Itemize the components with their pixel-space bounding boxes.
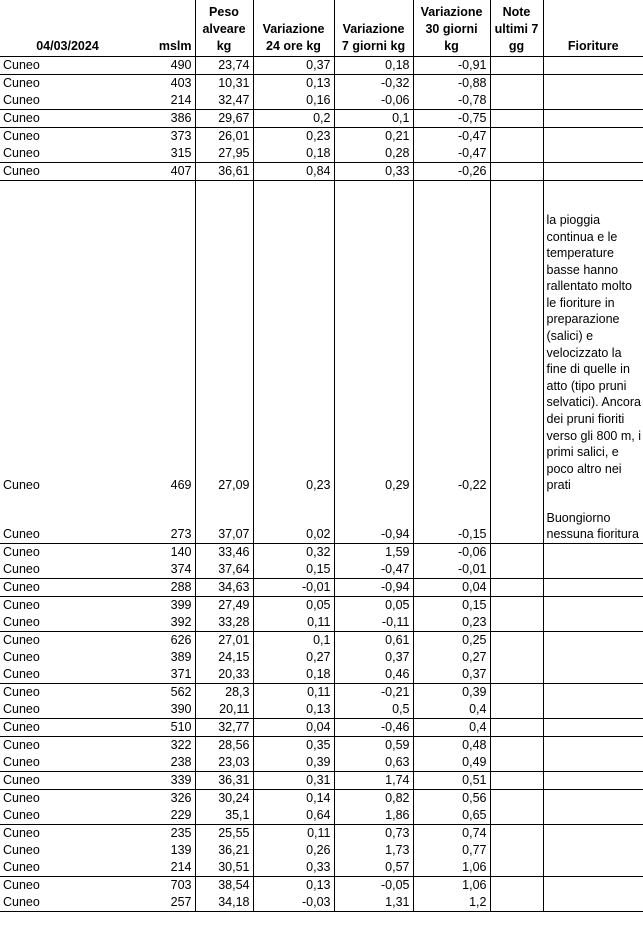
cell-v7: 0,28 bbox=[334, 145, 413, 163]
cell-mslm: 403 bbox=[170, 76, 192, 90]
cell-mslm: 315 bbox=[135, 145, 195, 163]
cell-v30: 0,65 bbox=[413, 807, 490, 825]
cell-loc: Cuneo bbox=[3, 738, 40, 752]
cell-fior bbox=[543, 597, 643, 615]
cell-mslm: 407 bbox=[135, 163, 195, 181]
cell-note bbox=[490, 649, 543, 666]
cell-v30: 0,15 bbox=[413, 597, 490, 615]
cell-v24: 0,2 bbox=[253, 110, 334, 128]
header-row bbox=[0, 0, 643, 57]
cell-mslm: 139 bbox=[170, 843, 192, 857]
cell-v24: 0,04 bbox=[253, 719, 334, 737]
cell-v30: -0,75 bbox=[413, 110, 490, 128]
cell-peso: 29,67 bbox=[195, 110, 253, 128]
cell-mslm: 510 bbox=[135, 719, 195, 737]
cell-mslm: 238 bbox=[135, 754, 195, 772]
table-row bbox=[0, 772, 643, 790]
cell-v24: 0,18 bbox=[253, 666, 334, 684]
cell-v7: -0,06 bbox=[334, 92, 413, 110]
cell-fior bbox=[543, 825, 643, 843]
cell-peso: 30,51 bbox=[195, 859, 253, 877]
cell-loc: Cuneo bbox=[0, 561, 135, 579]
cell-loc: Cuneo bbox=[0, 579, 135, 597]
cell-v24: 0,31 bbox=[253, 772, 334, 790]
cell-note bbox=[490, 859, 543, 877]
cell-mslm: 469 bbox=[170, 478, 192, 492]
cell-note bbox=[490, 754, 543, 772]
cell-note bbox=[490, 145, 543, 163]
cell-peso: 33,28 bbox=[195, 614, 253, 632]
cell-loc: Cuneo bbox=[3, 478, 40, 492]
cell-v24: 0,11 bbox=[253, 684, 334, 702]
cell-v30: 1,2 bbox=[413, 894, 490, 912]
table-row bbox=[0, 92, 643, 110]
cell-v7: 1,86 bbox=[334, 807, 413, 825]
cell-mslm: 257 bbox=[135, 894, 195, 912]
cell-loc: Cuneo bbox=[0, 57, 135, 75]
table-row bbox=[0, 737, 643, 755]
cell-mslm: 392 bbox=[135, 614, 195, 632]
table-row bbox=[0, 754, 643, 772]
cell-v7: -0,32 bbox=[334, 75, 413, 93]
cell-v24: 0,13 bbox=[253, 877, 334, 895]
cell-v7: 1,31 bbox=[334, 894, 413, 912]
cell-note bbox=[490, 579, 543, 597]
cell-loc: Cuneo bbox=[3, 685, 40, 699]
cell-fior bbox=[543, 701, 643, 719]
cell-fior bbox=[543, 684, 643, 702]
cell-note bbox=[490, 684, 543, 702]
cell-peso: 23,74 bbox=[195, 57, 253, 75]
cell-peso: 20,33 bbox=[195, 666, 253, 684]
cell-v7: 0,5 bbox=[334, 701, 413, 719]
cell-fior bbox=[543, 737, 643, 755]
table-row bbox=[0, 110, 643, 128]
cell-v7: 0,37 bbox=[334, 649, 413, 666]
cell-v7: 0,1 bbox=[334, 110, 413, 128]
cell-v7: 0,61 bbox=[334, 632, 413, 650]
cell-v24: 0,11 bbox=[253, 825, 334, 843]
header-var7: Variazione 7 giorni kg bbox=[334, 0, 413, 57]
cell-mslm: 326 bbox=[170, 791, 192, 805]
cell-v30: 0,77 bbox=[413, 842, 490, 859]
cell-loc: Cuneo bbox=[3, 633, 40, 647]
cell-peso: 24,15 bbox=[195, 649, 253, 666]
cell-fior bbox=[543, 57, 643, 75]
cell-mslm: 373 bbox=[170, 129, 192, 143]
cell-peso: 10,31 bbox=[195, 75, 253, 93]
table-row bbox=[0, 128, 643, 146]
table-row bbox=[0, 842, 643, 859]
cell-v7: 0,82 bbox=[334, 790, 413, 808]
cell-v30: 0,39 bbox=[413, 684, 490, 702]
cell-v24: 0,1 bbox=[253, 632, 334, 650]
cell-v7: -0,46 bbox=[334, 719, 413, 737]
cell-v30: 0,74 bbox=[413, 825, 490, 843]
cell-fior bbox=[543, 894, 643, 912]
cell-fior bbox=[543, 772, 643, 790]
table-row bbox=[0, 75, 643, 93]
cell-v7: -0,94 bbox=[334, 494, 413, 544]
cell-peso: 34,63 bbox=[195, 579, 253, 597]
cell-loc: Cuneo bbox=[0, 494, 135, 544]
cell-note bbox=[490, 163, 543, 181]
cell-v7: 1,73 bbox=[334, 842, 413, 859]
cell-v24: 0,15 bbox=[253, 561, 334, 579]
cell-mslm: 214 bbox=[135, 859, 195, 877]
cell-mslm: 374 bbox=[135, 561, 195, 579]
cell-fior bbox=[543, 145, 643, 163]
cell-mslm: 371 bbox=[135, 666, 195, 684]
cell-fior: la pioggia continua e le temperature basse hanno rallentato molto le fioriture in preparazione (salici) e velocizzato la fine di quelle in atto (tipo pruni selvatici). Ancora dei pruni fioriti verso gli 800 m, i primi salici, e poco altro nei prati bbox=[543, 181, 643, 495]
cell-peso: 34,18 bbox=[195, 894, 253, 912]
cell-v7: -0,11 bbox=[334, 614, 413, 632]
cell-note bbox=[490, 719, 543, 737]
cell-v30: 0,48 bbox=[413, 737, 490, 755]
cell-v7: 0,59 bbox=[334, 737, 413, 755]
cell-peso: 20,11 bbox=[195, 701, 253, 719]
cell-v30: 0,49 bbox=[413, 754, 490, 772]
cell-peso: 33,46 bbox=[195, 544, 253, 562]
table-row bbox=[0, 561, 643, 579]
cell-note bbox=[490, 494, 543, 544]
cell-v24: 0,14 bbox=[253, 790, 334, 808]
cell-v7: 0,63 bbox=[334, 754, 413, 772]
table-row bbox=[0, 877, 643, 895]
cell-note bbox=[490, 75, 543, 93]
cell-fior bbox=[543, 649, 643, 666]
header-var24: Variazione 24 ore kg bbox=[253, 0, 334, 57]
header-var30: Variazione 30 giorni kg bbox=[413, 0, 490, 57]
cell-note bbox=[490, 92, 543, 110]
cell-note bbox=[490, 842, 543, 859]
cell-v7: 0,46 bbox=[334, 666, 413, 684]
cell-v7: 0,33 bbox=[334, 163, 413, 181]
cell-fior bbox=[543, 614, 643, 632]
cell-v30: 1,06 bbox=[413, 859, 490, 877]
cell-v24: 0,18 bbox=[253, 145, 334, 163]
cell-peso: 35,1 bbox=[195, 807, 253, 825]
cell-note bbox=[490, 597, 543, 615]
cell-fior bbox=[543, 877, 643, 895]
cell-mslm: 273 bbox=[135, 494, 195, 544]
cell-loc: Cuneo bbox=[3, 129, 40, 143]
table-row bbox=[0, 807, 643, 825]
cell-fior bbox=[543, 110, 643, 128]
cell-fior: Buongiorno nessuna fioritura bbox=[543, 494, 643, 544]
table-row bbox=[0, 579, 643, 597]
cell-v24: 0,27 bbox=[253, 649, 334, 666]
cell-note bbox=[490, 807, 543, 825]
cell-v24: 0,13 bbox=[253, 701, 334, 719]
cell-v24: 0,13 bbox=[253, 75, 334, 93]
cell-v30: 0,27 bbox=[413, 649, 490, 666]
cell-note bbox=[490, 701, 543, 719]
cell-v24: 0,64 bbox=[253, 807, 334, 825]
cell-loc: Cuneo bbox=[3, 843, 40, 857]
table-row bbox=[0, 684, 643, 702]
cell-fior bbox=[543, 859, 643, 877]
cell-note bbox=[490, 614, 543, 632]
cell-v24: 0,23 bbox=[253, 181, 334, 495]
cell-note bbox=[490, 894, 543, 912]
cell-v30: -0,22 bbox=[413, 181, 490, 495]
cell-mslm: 322 bbox=[170, 738, 192, 752]
cell-v24: 0,35 bbox=[253, 737, 334, 755]
cell-fior bbox=[543, 842, 643, 859]
table-row bbox=[0, 632, 643, 650]
cell-mslm: 390 bbox=[135, 701, 195, 719]
cell-mslm: 386 bbox=[135, 110, 195, 128]
cell-mslm: 562 bbox=[170, 685, 192, 699]
cell-v30: 0,4 bbox=[413, 719, 490, 737]
cell-note bbox=[490, 110, 543, 128]
cell-v30: -0,88 bbox=[413, 75, 490, 93]
cell-mslm: 339 bbox=[135, 772, 195, 790]
cell-v30: -0,91 bbox=[413, 57, 490, 75]
cell-v24: 0,32 bbox=[253, 544, 334, 562]
header-fioriture: Fioriture bbox=[543, 0, 643, 57]
cell-loc: Cuneo bbox=[3, 791, 40, 805]
cell-v7: 0,73 bbox=[334, 825, 413, 843]
cell-loc: Cuneo bbox=[0, 701, 135, 719]
cell-peso: 26,01 bbox=[195, 128, 253, 146]
cell-peso: 27,09 bbox=[195, 181, 253, 495]
cell-v30: -0,47 bbox=[413, 128, 490, 146]
cell-peso: 38,54 bbox=[195, 877, 253, 895]
cell-loc: Cuneo bbox=[0, 859, 135, 877]
cell-loc: Cuneo bbox=[0, 807, 135, 825]
cell-v7: -0,21 bbox=[334, 684, 413, 702]
table-row bbox=[0, 825, 643, 843]
cell-v7: -0,47 bbox=[334, 561, 413, 579]
cell-v30: -0,26 bbox=[413, 163, 490, 181]
cell-loc: Cuneo bbox=[0, 145, 135, 163]
cell-loc: Cuneo bbox=[0, 92, 135, 110]
cell-v7: -0,94 bbox=[334, 579, 413, 597]
cell-v30: -0,01 bbox=[413, 561, 490, 579]
cell-mslm: 703 bbox=[170, 878, 192, 892]
table-row bbox=[0, 181, 643, 495]
table-row bbox=[0, 614, 643, 632]
cell-v7: 1,74 bbox=[334, 772, 413, 790]
cell-fior bbox=[543, 163, 643, 181]
cell-mslm: 235 bbox=[170, 826, 192, 840]
cell-v30: 1,06 bbox=[413, 877, 490, 895]
cell-note bbox=[490, 737, 543, 755]
cell-v24: -0,01 bbox=[253, 579, 334, 597]
cell-v30: 0,37 bbox=[413, 666, 490, 684]
cell-v24: 0,11 bbox=[253, 614, 334, 632]
cell-note bbox=[490, 825, 543, 843]
cell-v7: -0,05 bbox=[334, 877, 413, 895]
cell-v24: 0,33 bbox=[253, 859, 334, 877]
cell-mslm: 214 bbox=[135, 92, 195, 110]
table-row bbox=[0, 701, 643, 719]
cell-note bbox=[490, 790, 543, 808]
cell-note bbox=[490, 561, 543, 579]
cell-loc: Cuneo bbox=[3, 598, 40, 612]
cell-loc: Cuneo bbox=[3, 826, 40, 840]
cell-loc: Cuneo bbox=[0, 754, 135, 772]
table-row bbox=[0, 859, 643, 877]
cell-fior bbox=[543, 92, 643, 110]
cell-mslm: 626 bbox=[170, 633, 192, 647]
cell-loc: Cuneo bbox=[0, 163, 135, 181]
cell-fior bbox=[543, 128, 643, 146]
cell-loc: Cuneo bbox=[0, 894, 135, 912]
cell-v24: 0,02 bbox=[253, 494, 334, 544]
table-row bbox=[0, 790, 643, 808]
cell-peso: 37,64 bbox=[195, 561, 253, 579]
cell-loc: Cuneo bbox=[0, 110, 135, 128]
header-note: Note ultimi 7 gg bbox=[490, 0, 543, 57]
cell-note bbox=[490, 666, 543, 684]
table-row bbox=[0, 494, 643, 544]
cell-loc: Cuneo bbox=[0, 614, 135, 632]
header-mslm: mslm bbox=[135, 0, 195, 57]
cell-loc: Cuneo bbox=[3, 76, 40, 90]
cell-loc: Cuneo bbox=[3, 650, 40, 664]
cell-v30: -0,78 bbox=[413, 92, 490, 110]
cell-peso: 27,49 bbox=[195, 597, 253, 615]
table-row bbox=[0, 163, 643, 181]
table-row bbox=[0, 649, 643, 666]
cell-peso: 37,07 bbox=[195, 494, 253, 544]
cell-v7: 1,59 bbox=[334, 544, 413, 562]
cell-v7: 0,29 bbox=[334, 181, 413, 495]
cell-note bbox=[490, 544, 543, 562]
header-peso: Peso alveare kg bbox=[195, 0, 253, 57]
cell-mslm: 288 bbox=[135, 579, 195, 597]
cell-fior bbox=[543, 632, 643, 650]
cell-fior bbox=[543, 579, 643, 597]
cell-fior bbox=[543, 807, 643, 825]
cell-v7: 0,05 bbox=[334, 597, 413, 615]
cell-fior bbox=[543, 754, 643, 772]
cell-mslm: 389 bbox=[170, 650, 192, 664]
cell-peso: 36,31 bbox=[195, 772, 253, 790]
cell-v30: 0,51 bbox=[413, 772, 490, 790]
cell-v24: 0,37 bbox=[253, 57, 334, 75]
cell-loc: Cuneo bbox=[0, 666, 135, 684]
cell-fior bbox=[543, 790, 643, 808]
cell-peso: 28,3 bbox=[195, 684, 253, 702]
cell-mslm: 399 bbox=[170, 598, 192, 612]
cell-note bbox=[490, 772, 543, 790]
cell-v24: -0,03 bbox=[253, 894, 334, 912]
table-row bbox=[0, 544, 643, 562]
cell-fior bbox=[543, 544, 643, 562]
cell-v30: -0,06 bbox=[413, 544, 490, 562]
cell-v24: 0,05 bbox=[253, 597, 334, 615]
cell-fior bbox=[543, 75, 643, 93]
table-row bbox=[0, 57, 643, 75]
table-row bbox=[0, 719, 643, 737]
cell-note bbox=[490, 632, 543, 650]
cell-v24: 0,84 bbox=[253, 163, 334, 181]
cell-fior bbox=[543, 719, 643, 737]
cell-v30: 0,4 bbox=[413, 701, 490, 719]
cell-note bbox=[490, 181, 543, 495]
cell-v30: 0,04 bbox=[413, 579, 490, 597]
cell-mslm: 140 bbox=[170, 545, 192, 559]
cell-note bbox=[490, 877, 543, 895]
cell-v30: 0,25 bbox=[413, 632, 490, 650]
cell-mslm: 490 bbox=[135, 57, 195, 75]
cell-v30: 0,56 bbox=[413, 790, 490, 808]
cell-v30: -0,47 bbox=[413, 145, 490, 163]
cell-loc: Cuneo bbox=[0, 719, 135, 737]
cell-peso: 32,47 bbox=[195, 92, 253, 110]
cell-peso: 23,03 bbox=[195, 754, 253, 772]
table-row bbox=[0, 894, 643, 912]
cell-fior bbox=[543, 666, 643, 684]
cell-loc: Cuneo bbox=[3, 878, 40, 892]
cell-v24: 0,16 bbox=[253, 92, 334, 110]
cell-note bbox=[490, 57, 543, 75]
cell-peso: 36,21 bbox=[195, 842, 253, 859]
cell-v24: 0,26 bbox=[253, 842, 334, 859]
cell-v7: 0,18 bbox=[334, 57, 413, 75]
cell-peso: 36,61 bbox=[195, 163, 253, 181]
cell-peso: 28,56 bbox=[195, 737, 253, 755]
header-date: 04/03/2024 bbox=[0, 0, 135, 57]
table-row bbox=[0, 145, 643, 163]
table-row bbox=[0, 597, 643, 615]
cell-peso: 30,24 bbox=[195, 790, 253, 808]
cell-v24: 0,23 bbox=[253, 128, 334, 146]
cell-v30: -0,15 bbox=[413, 494, 490, 544]
cell-fior bbox=[543, 561, 643, 579]
cell-v24: 0,39 bbox=[253, 754, 334, 772]
table-row bbox=[0, 666, 643, 684]
cell-peso: 25,55 bbox=[195, 825, 253, 843]
cell-peso: 27,95 bbox=[195, 145, 253, 163]
cell-peso: 27,01 bbox=[195, 632, 253, 650]
cell-note bbox=[490, 128, 543, 146]
cell-peso: 32,77 bbox=[195, 719, 253, 737]
cell-v7: 0,57 bbox=[334, 859, 413, 877]
cell-v7: 0,21 bbox=[334, 128, 413, 146]
cell-loc: Cuneo bbox=[0, 772, 135, 790]
cell-mslm: 229 bbox=[135, 807, 195, 825]
cell-v30: 0,23 bbox=[413, 614, 490, 632]
cell-loc: Cuneo bbox=[3, 545, 40, 559]
